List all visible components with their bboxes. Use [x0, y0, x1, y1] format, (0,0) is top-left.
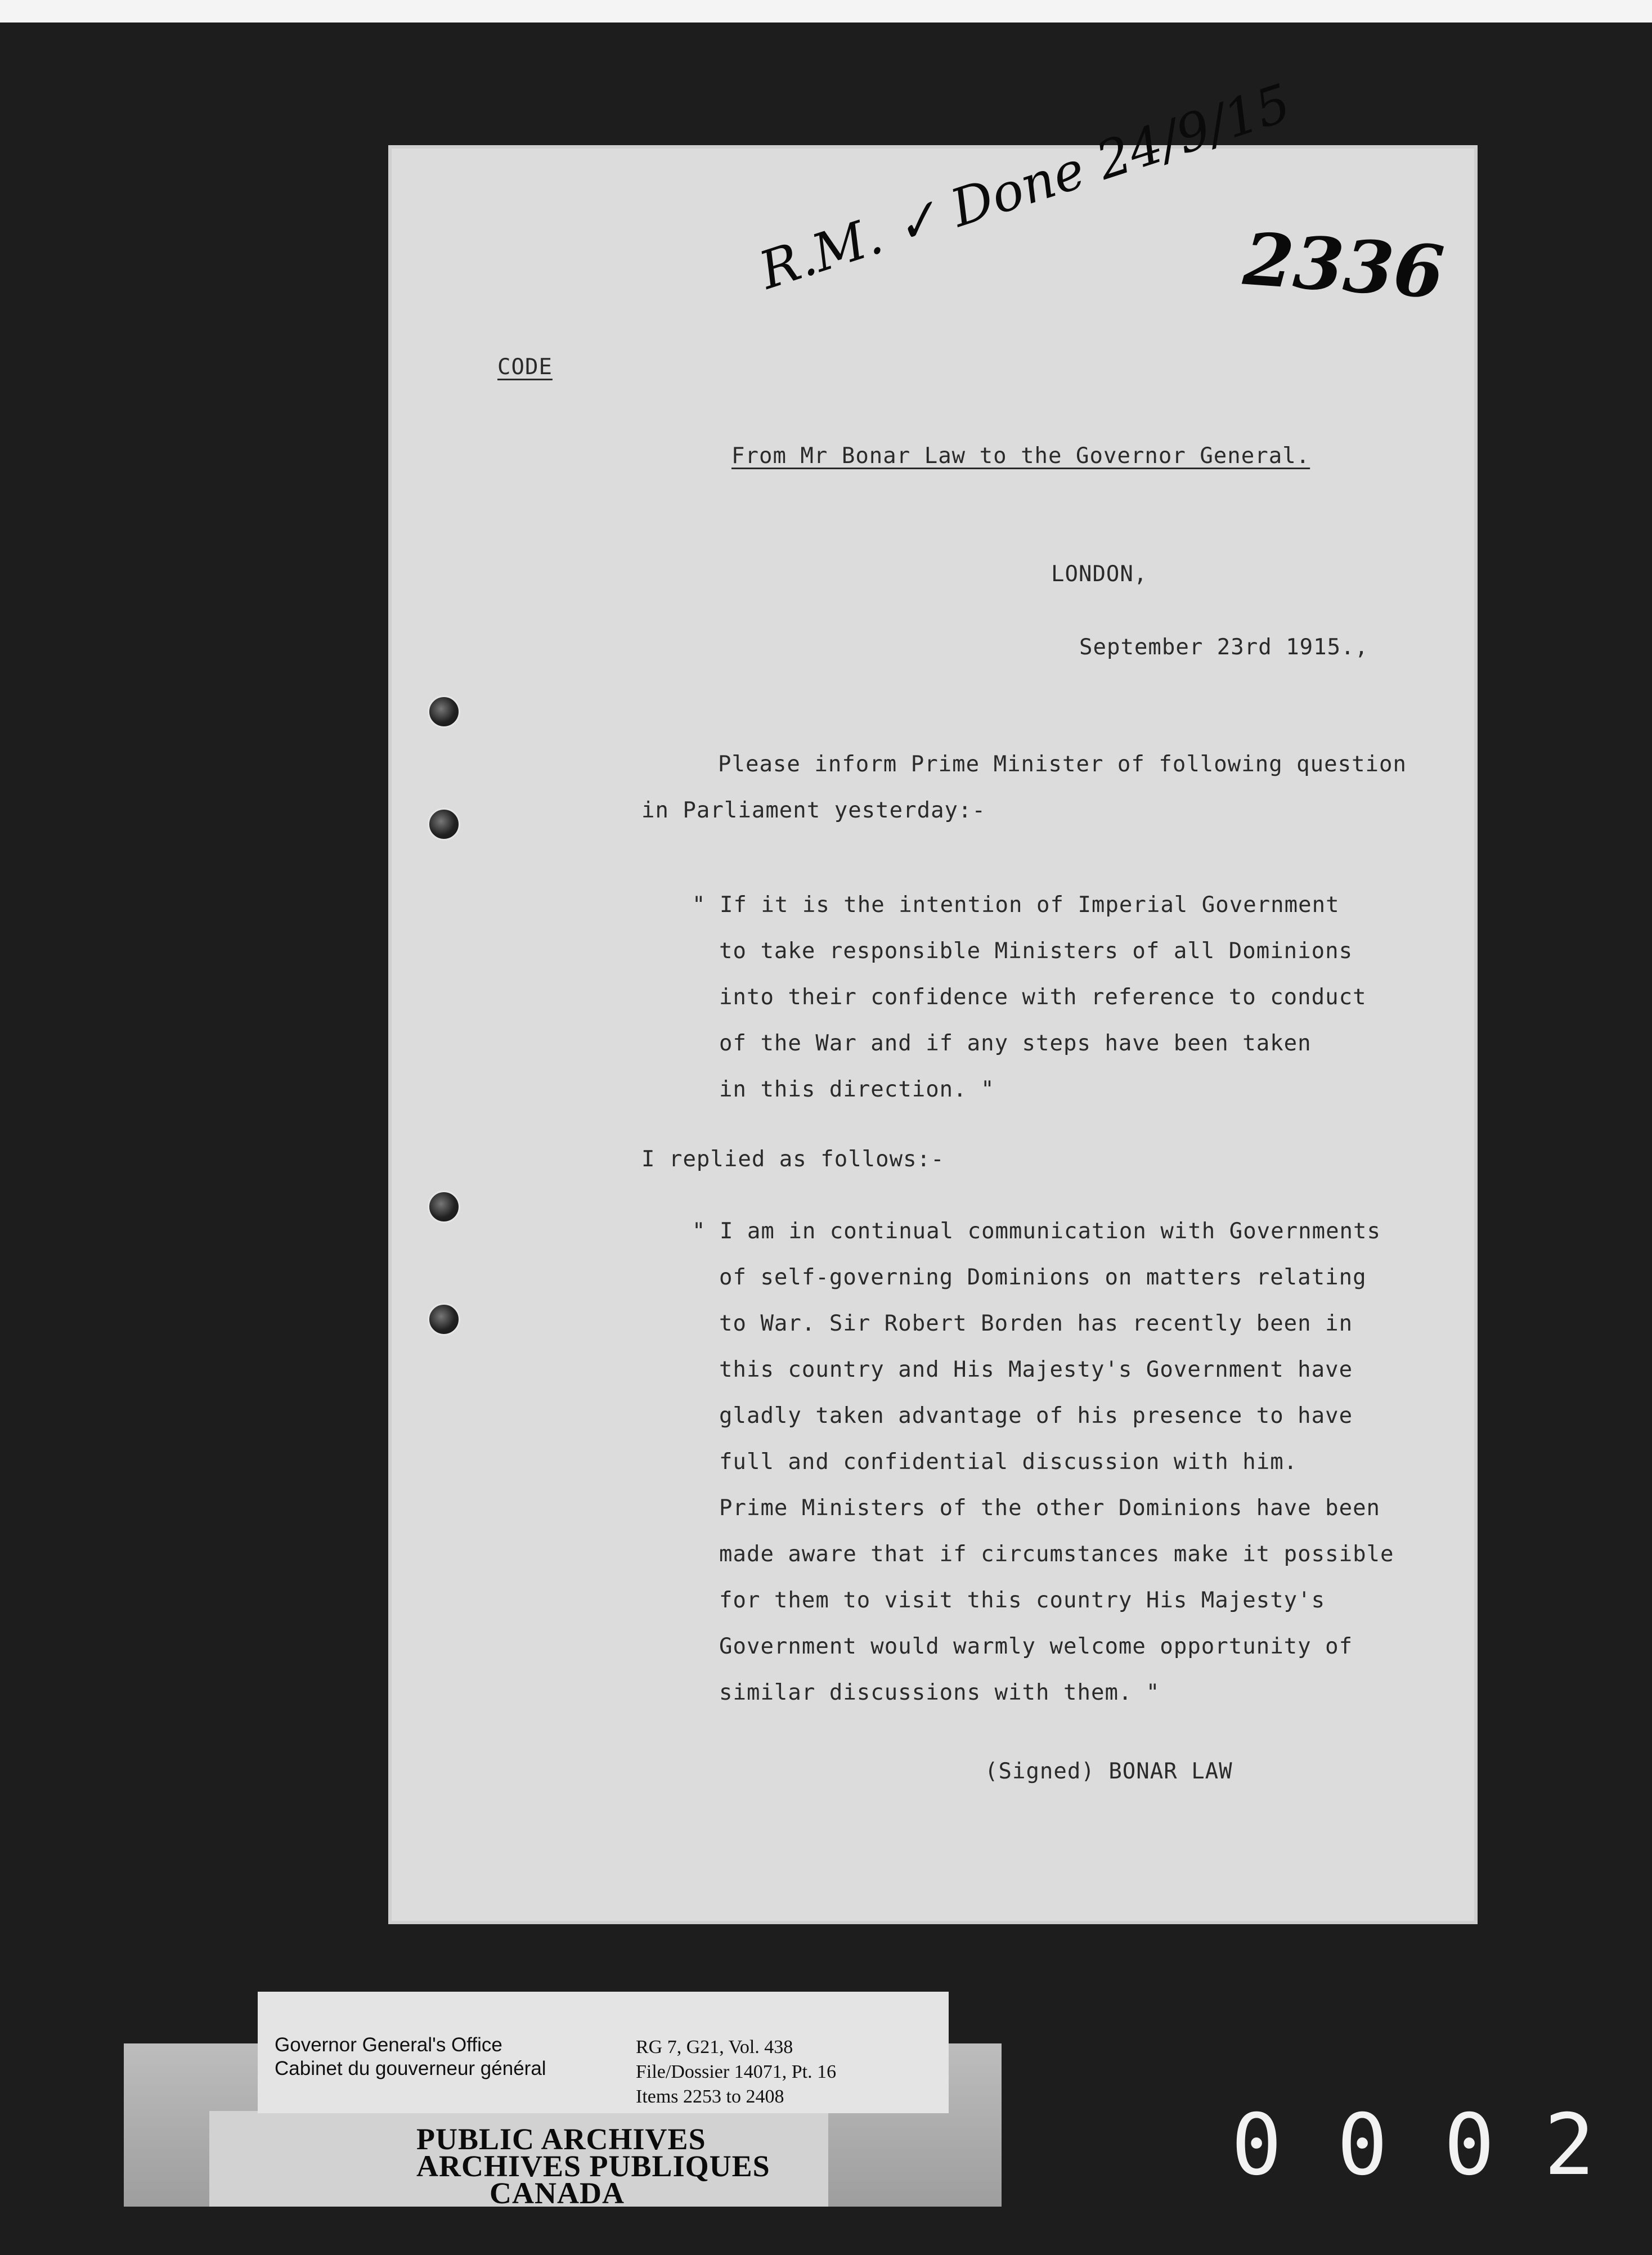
file-dossier: File/Dossier 14071, Pt. 16 [636, 2061, 837, 2082]
document-page [388, 73, 1478, 1924]
office-french: Cabinet du gouverneur général [275, 2058, 546, 2079]
reply-line: for them to visit this country His Majesty's [719, 1588, 1326, 1613]
punch-hole [428, 1303, 460, 1336]
date: September 23rd 1915., [1079, 635, 1369, 660]
frame-digit: 2 [1544, 2096, 1595, 2194]
intro-paragraph [641, 742, 1407, 834]
reply-intro: I replied as follows:- [641, 1147, 945, 1172]
place: LONDON, [1051, 561, 1148, 587]
telegram-heading: From Mr Bonar Law to the Governor General. [731, 443, 1310, 469]
intro-line: in Parliament yesterday:- [641, 798, 986, 823]
archive-label [258, 1992, 949, 2113]
reply-line: of self-governing Dominions on matters relating [719, 1265, 1367, 1290]
file-number: 2336 [1241, 217, 1447, 316]
frame-digit: 0 [1337, 2096, 1388, 2194]
question-line: " If it is the intention of Imperial Government [692, 892, 1340, 918]
reply-line: similar discussions with them. " [719, 1680, 1160, 1705]
reply-line: made aware that if circumstances make it possible [719, 1542, 1394, 1567]
handwritten-note: R.M. ✓ Done 24/9/15 [752, 73, 1298, 301]
question-line: into their confidence with reference to conduct [719, 985, 1367, 1010]
reply-line: full and confidential discussion with him. [719, 1449, 1298, 1475]
stamp-canada: CANADA [490, 2176, 625, 2210]
intro-line: Please inform Prime Minister of following question [718, 752, 1407, 777]
classification: CODE [497, 354, 553, 380]
frame-digit: 0 [1231, 2096, 1282, 2194]
reply-line: this country and His Majesty's Government have [719, 1357, 1353, 1382]
punch-hole [428, 695, 460, 728]
reply-line: Government would warmly welcome opportunity of [719, 1634, 1353, 1659]
punch-hole [428, 1191, 460, 1223]
film-top-edge [0, 0, 1652, 23]
item-range: Items 2253 to 2408 [636, 2086, 784, 2107]
signature: (Signed) BONAR LAW [985, 1759, 1233, 1784]
stamp-archives-publiques: ARCHIVES PUBLIQUES [416, 2149, 770, 2183]
question-line: of the War and if any steps have been taken [719, 1031, 1312, 1056]
question-line: in this direction. " [719, 1077, 995, 1102]
reply-line: to War. Sir Robert Borden has recently been in [719, 1311, 1353, 1336]
stamp-public-archives: PUBLIC ARCHIVES [416, 2122, 706, 2156]
question-line: to take responsible Ministers of all Dominions [719, 938, 1353, 964]
reply-line: gladly taken advantage of his presence to have [719, 1403, 1353, 1429]
frame-digit: 0 [1444, 2096, 1495, 2194]
office-english: Governor General's Office [275, 2034, 502, 2056]
reply-line: Prime Ministers of the other Dominions have been [719, 1495, 1381, 1521]
punch-hole [428, 808, 460, 841]
record-group: RG 7, G21, Vol. 438 [636, 2037, 793, 2058]
reply-quote [692, 1209, 1394, 1716]
question-quote [692, 882, 1367, 1113]
reply-line: " I am in continual communication with Governments [692, 1219, 1381, 1244]
